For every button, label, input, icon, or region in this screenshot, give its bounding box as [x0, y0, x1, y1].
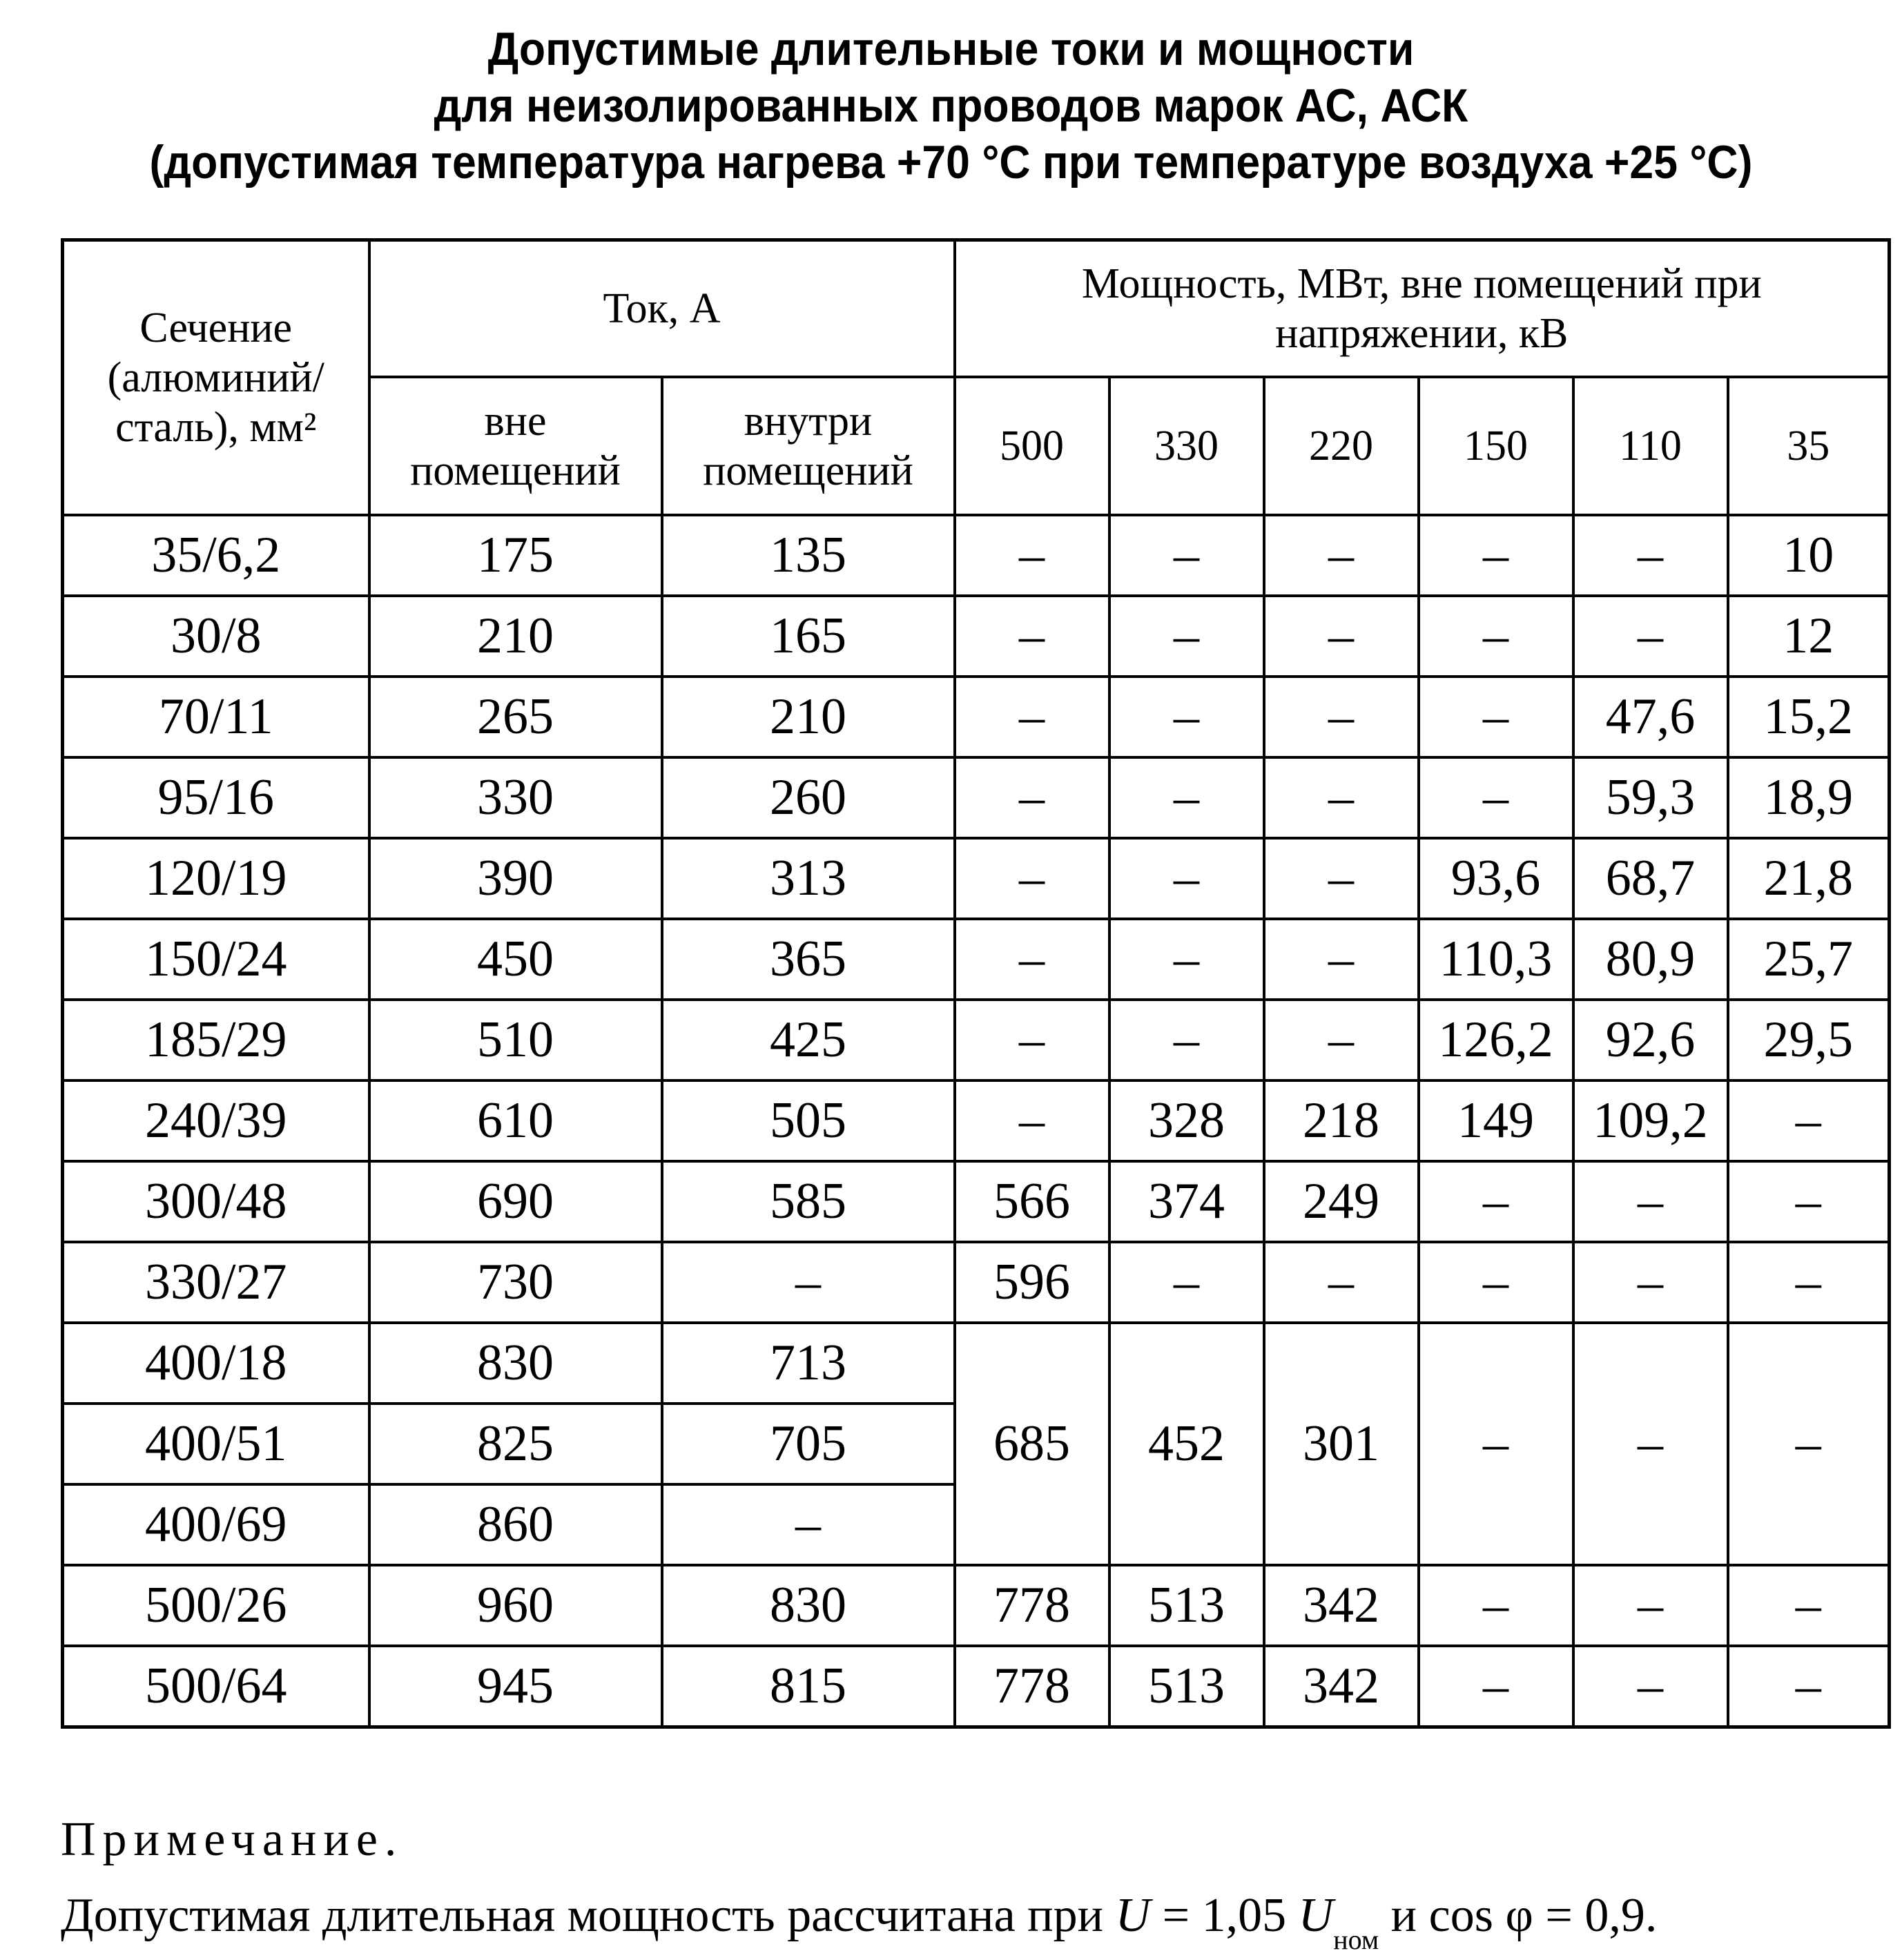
table-cell: – — [1419, 1646, 1573, 1727]
table-cell: 342 — [1264, 1646, 1419, 1727]
table-cell: – — [662, 1484, 955, 1565]
table-cell: – — [1419, 1565, 1573, 1646]
table-cell: – — [1264, 838, 1419, 919]
table-cell: – — [1109, 1000, 1264, 1080]
table-cell: – — [1573, 515, 1728, 596]
title-line-1: Допустимые длительные токи и мощности — [487, 23, 1415, 75]
table-cell: 92,6 — [1573, 1000, 1728, 1080]
table-row — [63, 596, 1890, 677]
cell-section: 120/19 — [63, 838, 369, 919]
table-cell: 690 — [369, 1161, 662, 1242]
table-cell: 10 — [1728, 515, 1890, 596]
table-cell: – — [955, 677, 1109, 757]
table-cell: 945 — [369, 1646, 662, 1727]
header-section: Сечение (алюминий/ сталь), мм² — [63, 240, 369, 515]
merged-power-cell: – — [1573, 1323, 1728, 1565]
table-row — [63, 1242, 1890, 1323]
note-text-before: Допустимая длительная мощность рассчитана при — [61, 1889, 1116, 1942]
table-cell: – — [1109, 838, 1264, 919]
header-voltage-110: 110 — [1573, 377, 1728, 515]
table-cell: 25,7 — [1728, 919, 1890, 1000]
table-row — [63, 838, 1890, 919]
table-cell: 374 — [1109, 1161, 1264, 1242]
cell-section: 500/64 — [63, 1646, 369, 1727]
table-cell: 450 — [369, 919, 662, 1000]
cell-section: 185/29 — [63, 1000, 369, 1080]
merged-power-cell: 685 — [955, 1323, 1109, 1565]
table-cell: – — [955, 596, 1109, 677]
table-cell: 29,5 — [1728, 1000, 1890, 1080]
table-cell: 109,2 — [1573, 1080, 1728, 1161]
title-line-3: (допустимая температура нагрева +70 °С при температуре воздуха +25 °С) — [149, 136, 1753, 188]
cell-section: 330/27 — [63, 1242, 369, 1323]
table-cell: 778 — [955, 1565, 1109, 1646]
table-cell: – — [1728, 1565, 1890, 1646]
table-cell: 12 — [1728, 596, 1890, 677]
table-cell: – — [955, 515, 1109, 596]
table-row — [63, 1646, 1890, 1727]
table-cell: – — [1264, 1242, 1419, 1323]
table-cell: – — [1109, 596, 1264, 677]
header-current: Ток, А — [369, 240, 955, 377]
table-cell: – — [955, 919, 1109, 1000]
note-u2: U — [1298, 1889, 1334, 1942]
table-cell: 390 — [369, 838, 662, 919]
header-power: Мощность, МВт, вне помещений при напряжении, кВ — [955, 240, 1890, 377]
table-cell: – — [1419, 596, 1573, 677]
table-cell: – — [1728, 1080, 1890, 1161]
table-cell: 860 — [369, 1484, 662, 1565]
cell-section: 150/24 — [63, 919, 369, 1000]
table-cell: – — [1573, 1242, 1728, 1323]
table-cell: 513 — [1109, 1565, 1264, 1646]
table-row — [63, 919, 1890, 1000]
table-cell: – — [1109, 919, 1264, 1000]
table-cell: 713 — [662, 1323, 955, 1404]
table-cell: 210 — [369, 596, 662, 677]
note-text — [61, 1878, 1657, 1960]
note — [61, 1802, 1657, 1960]
table-cell: 830 — [662, 1565, 955, 1646]
table-cell: 265 — [369, 677, 662, 757]
table-body — [63, 515, 1890, 1727]
table-cell: 825 — [369, 1404, 662, 1484]
table-cell: 126,2 — [1419, 1000, 1573, 1080]
table-cell: – — [1264, 919, 1419, 1000]
merged-power-cell: – — [1728, 1323, 1890, 1565]
note-u1: U — [1115, 1889, 1151, 1942]
table-cell: – — [1419, 1242, 1573, 1323]
cell-section: 400/51 — [63, 1404, 369, 1484]
table-row — [63, 757, 1890, 838]
header-indoor: внутри помещений — [662, 377, 955, 515]
table-cell: 596 — [955, 1242, 1109, 1323]
table-cell: 425 — [662, 1000, 955, 1080]
table-cell: 21,8 — [1728, 838, 1890, 919]
cell-section: 500/26 — [63, 1565, 369, 1646]
table-cell: 313 — [662, 838, 955, 919]
header-voltage-500: 500 — [955, 377, 1109, 515]
header-outdoor: вне помещений — [369, 377, 662, 515]
header-voltage-150: 150 — [1419, 377, 1573, 515]
table-cell: 513 — [1109, 1646, 1264, 1727]
table-cell: – — [1573, 1161, 1728, 1242]
table-cell: 68,7 — [1573, 838, 1728, 919]
table-cell: 249 — [1264, 1161, 1419, 1242]
table-cell: – — [1573, 1646, 1728, 1727]
table-cell: – — [1419, 1161, 1573, 1242]
table-row — [63, 1080, 1890, 1161]
table-cell: 165 — [662, 596, 955, 677]
table-cell: – — [1264, 515, 1419, 596]
table-cell: 15,2 — [1728, 677, 1890, 757]
title-line-2: для неизолированных проводов марок АС, АСК — [434, 79, 1468, 132]
table-row — [63, 515, 1890, 596]
table-cell: 585 — [662, 1161, 955, 1242]
table-cell: 110,3 — [1419, 919, 1573, 1000]
table-row — [63, 1161, 1890, 1242]
table-cell: – — [1109, 677, 1264, 757]
table-cell: – — [955, 1000, 1109, 1080]
cell-section: 240/39 — [63, 1080, 369, 1161]
table-cell: 218 — [1264, 1080, 1419, 1161]
table-cell: 260 — [662, 757, 955, 838]
table-cell: 59,3 — [1573, 757, 1728, 838]
table-cell: 342 — [1264, 1565, 1419, 1646]
table-cell: – — [955, 757, 1109, 838]
table-cell: 135 — [662, 515, 955, 596]
document-title — [0, 21, 1902, 191]
table-cell: – — [1109, 515, 1264, 596]
cell-section: 70/11 — [63, 677, 369, 757]
cell-section: 400/18 — [63, 1323, 369, 1404]
cell-section: 95/16 — [63, 757, 369, 838]
table-cell: – — [955, 1080, 1109, 1161]
table-cell: 815 — [662, 1646, 955, 1727]
table-cell: 175 — [369, 515, 662, 596]
table-cell: 830 — [369, 1323, 662, 1404]
cell-section: 35/6,2 — [63, 515, 369, 596]
header-voltage-220: 220 — [1264, 377, 1419, 515]
table-cell: 365 — [662, 919, 955, 1000]
table-cell: – — [1264, 596, 1419, 677]
cell-section: 30/8 — [63, 596, 369, 677]
table-cell: – — [1419, 515, 1573, 596]
table-cell: 505 — [662, 1080, 955, 1161]
table-cell: 328 — [1109, 1080, 1264, 1161]
table-cell: 705 — [662, 1404, 955, 1484]
cell-section: 400/69 — [63, 1484, 369, 1565]
table-cell: 960 — [369, 1565, 662, 1646]
table-row — [63, 677, 1890, 757]
table-cell: – — [662, 1242, 955, 1323]
table-cell: 778 — [955, 1646, 1109, 1727]
table-cell: 610 — [369, 1080, 662, 1161]
table-cell: – — [1264, 757, 1419, 838]
table-cell: – — [1419, 677, 1573, 757]
note-subscript: ном — [1333, 1924, 1379, 1955]
table-cell: – — [955, 838, 1109, 919]
cell-section: 300/48 — [63, 1161, 369, 1242]
note-title: Примечание. — [61, 1813, 404, 1866]
note-eq1: = 1,05 — [1150, 1889, 1299, 1942]
table-cell: 730 — [369, 1242, 662, 1323]
table-cell: 149 — [1419, 1080, 1573, 1161]
table-cell: 80,9 — [1573, 919, 1728, 1000]
table-cell: – — [1109, 1242, 1264, 1323]
table-cell: – — [1419, 757, 1573, 838]
merged-power-cell: – — [1419, 1323, 1573, 1565]
table-row — [63, 1000, 1890, 1080]
table-cell: – — [1264, 677, 1419, 757]
table-row — [63, 1323, 1890, 1404]
table-cell: – — [1573, 1565, 1728, 1646]
table-cell: – — [1109, 757, 1264, 838]
table-cell: – — [1573, 596, 1728, 677]
header-voltage-330: 330 — [1109, 377, 1264, 515]
table-cell: 47,6 — [1573, 677, 1728, 757]
table-cell: 18,9 — [1728, 757, 1890, 838]
table-cell: – — [1264, 1000, 1419, 1080]
table-cell: 93,6 — [1419, 838, 1573, 919]
table-cell: – — [1728, 1242, 1890, 1323]
table-cell: – — [1728, 1646, 1890, 1727]
table-cell: 566 — [955, 1161, 1109, 1242]
header-voltage-35: 35 — [1728, 377, 1890, 515]
table-cell: 510 — [369, 1000, 662, 1080]
table-cell: – — [1728, 1161, 1890, 1242]
merged-power-cell: 452 — [1109, 1323, 1264, 1565]
table-cell: 330 — [369, 757, 662, 838]
conductor-ratings-table — [61, 238, 1891, 1729]
table-cell: 210 — [662, 677, 955, 757]
note-text-after: и cos φ = 0,9. — [1379, 1889, 1658, 1942]
table-row — [63, 1565, 1890, 1646]
merged-power-cell: 301 — [1264, 1323, 1419, 1565]
